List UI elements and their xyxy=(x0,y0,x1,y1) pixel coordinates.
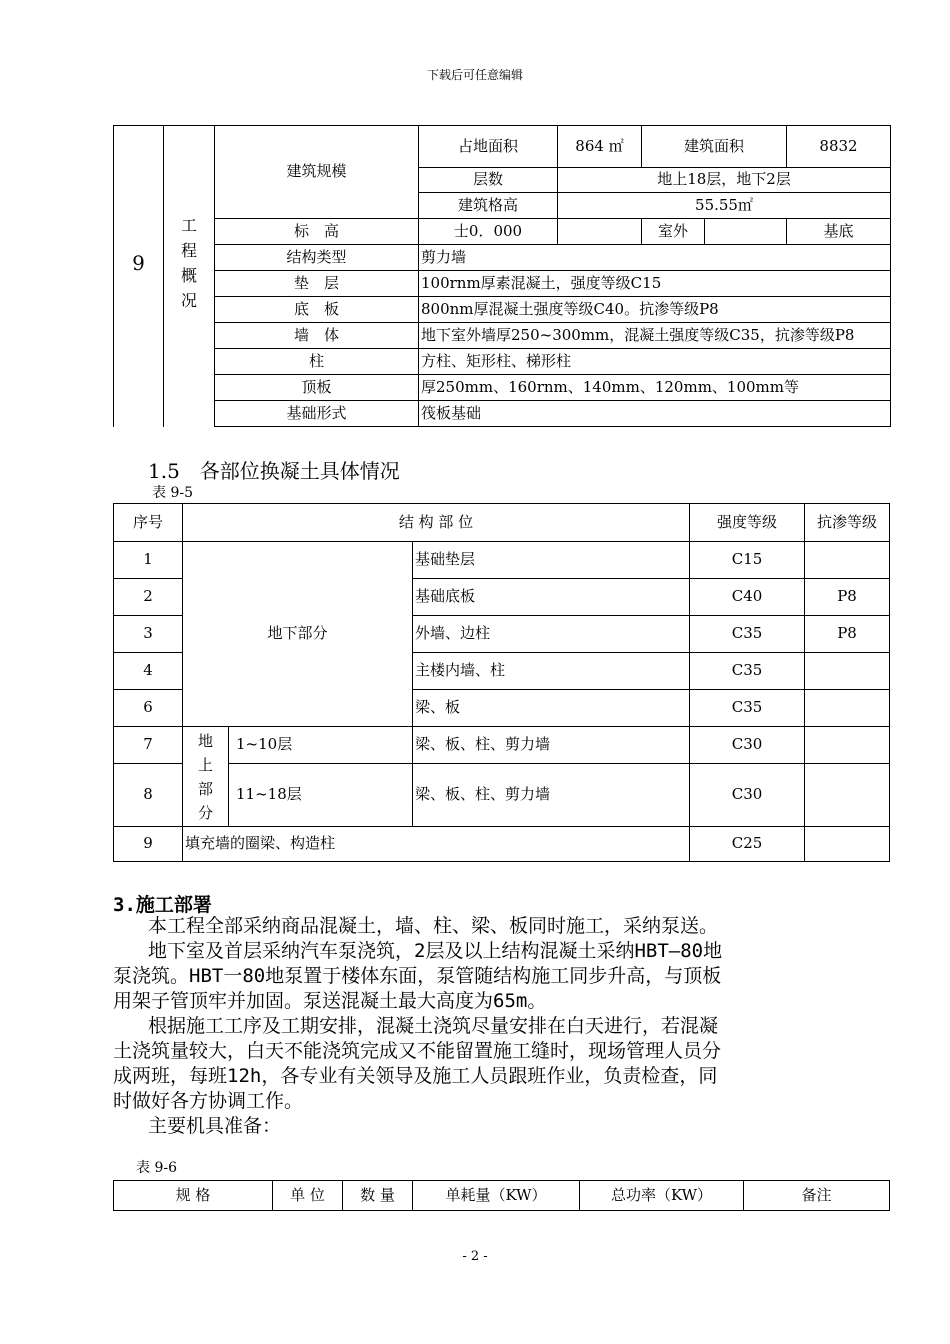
aboveground-label: 地 上 部 分 xyxy=(183,727,229,827)
row-part: 外墙、边柱 xyxy=(413,616,690,653)
overview-row-value: 筏板基础 xyxy=(419,401,891,427)
row-part: 基础垫层 xyxy=(413,542,690,579)
overview-row-label: 底 板 xyxy=(215,297,419,323)
paragraph-line: 时做好各方协调工作。 xyxy=(113,1090,304,1112)
row-floors: 11~18层 xyxy=(229,764,413,827)
overview-row-label: 顶板 xyxy=(215,375,419,401)
paragraph: 主要机具准备： xyxy=(148,1115,282,1137)
row-seep xyxy=(805,764,890,827)
row-seep xyxy=(805,542,890,579)
header-spec: 规 格 xyxy=(114,1181,273,1211)
elevation-value: 士0．000 xyxy=(419,219,558,245)
header-unit: 单 位 xyxy=(273,1181,343,1211)
row-grade: C40 xyxy=(690,579,805,616)
row-no: 4 xyxy=(114,653,183,690)
header-seep: 抗渗等级 xyxy=(805,504,890,542)
header-no: 序号 xyxy=(114,504,183,542)
row-part: 梁、板、柱、剪力墙 xyxy=(413,727,690,764)
row-grade: C30 xyxy=(690,764,805,827)
overview-row-value: 100rnm厚素混凝土，强度等级C15 xyxy=(419,271,891,297)
concrete-table xyxy=(113,503,890,862)
floors-value: 地上18层，地下2层 xyxy=(558,168,891,193)
paragraph-line: 成两班，每班12h，各专业有关领导及施工人员跟班作业，负责检查，同 xyxy=(113,1065,718,1087)
paragraph-line: 地下室及首层采纳汽车泵浇筑，2层及以上结构混凝土采纳HBT—80地 xyxy=(148,940,723,962)
page-number: - 2 - xyxy=(462,1249,488,1264)
row-grade: C25 xyxy=(690,827,805,862)
row-floors: 1~10层 xyxy=(229,727,413,764)
overview-row-value: 剪力墙 xyxy=(419,245,891,271)
paragraph-line: 用架子管顶牢并加固。泵送混凝土最大高度为65m。 xyxy=(113,990,547,1012)
overview-row-label: 墙 体 xyxy=(215,323,419,349)
row-no: 1 xyxy=(114,542,183,579)
height-label: 建筑格高 xyxy=(419,193,558,219)
row-no: 8 xyxy=(114,764,183,827)
paragraph-line: 根据施工工序及工期安排，混凝土浇筑尽量安排在白天进行，若混凝 xyxy=(148,1015,719,1037)
paragraph-line: 土浇筑量较大，白天不能浇筑完成又不能留置施工缝时，现场管理人员分 xyxy=(113,1040,722,1062)
row-grade: C30 xyxy=(690,727,805,764)
overview-row-label: 基础形式 xyxy=(215,401,419,427)
row-grade: C35 xyxy=(690,616,805,653)
row-no: 7 xyxy=(114,727,183,764)
row-no: 2 xyxy=(114,579,183,616)
overview-row-value: 800nm厚混凝土强度等级C40。抗渗等级P8 xyxy=(419,297,891,323)
row-no: 6 xyxy=(114,690,183,727)
area-label: 占地面积 xyxy=(419,126,558,168)
header-unit-power: 单耗量（KW） xyxy=(413,1181,580,1211)
section-1-5-heading: 1.5 各部位换凝土具体情况 xyxy=(148,459,400,483)
row-part: 填充墙的圈梁、构造柱 xyxy=(183,827,690,862)
underground-label: 地下部分 xyxy=(183,542,413,727)
overview-category: 工 程 概 况 xyxy=(164,126,215,401)
building-area-value: 8832 xyxy=(787,126,891,168)
base-label: 基底 xyxy=(787,219,891,245)
overview-row-label: 柱 xyxy=(215,349,419,375)
section-3-body xyxy=(113,914,843,1139)
floors-label: 层数 xyxy=(419,168,558,193)
table-9-5-caption: 表 9-5 xyxy=(152,485,193,501)
row-part: 基础底板 xyxy=(413,579,690,616)
overview-row-label: 垫 层 xyxy=(215,271,419,297)
outdoor-label: 室外 xyxy=(642,219,705,245)
elevation-blank xyxy=(558,219,642,245)
row-seep xyxy=(805,727,890,764)
row-seep xyxy=(805,827,890,862)
scale-label: 建筑规模 xyxy=(215,126,419,219)
row-part: 梁、板、柱、剪力墙 xyxy=(413,764,690,827)
row-seep xyxy=(805,690,890,727)
row-seep: P8 xyxy=(805,579,890,616)
overview-row-label: 结构类型 xyxy=(215,245,419,271)
row-no: 3 xyxy=(114,616,183,653)
row-seep xyxy=(805,653,890,690)
header-qty: 数 量 xyxy=(343,1181,413,1211)
overview-table xyxy=(113,125,891,427)
row-part: 主楼内墙、柱 xyxy=(413,653,690,690)
table-9-6-caption: 表 9-6 xyxy=(136,1160,177,1176)
header-total-power: 总功率（KW） xyxy=(580,1181,744,1211)
area-value: 864 ㎡ xyxy=(558,126,642,168)
paragraph: 本工程全部采纳商品混凝土，墙、柱、梁、板同时施工，采纳泵送。 xyxy=(148,915,719,937)
paragraph-line: 泵浇筑。HBT一80地泵置于楼体东面，泵管随结构施工同步升高，与顶板 xyxy=(113,965,722,987)
header-grade: 强度等级 xyxy=(690,504,805,542)
row-grade: C35 xyxy=(690,653,805,690)
row-part: 梁、板 xyxy=(413,690,690,727)
row-grade: C15 xyxy=(690,542,805,579)
overview-row-value: 地下室外墙厚250~300mm，混凝土强度等级C35，抗渗等级P8 xyxy=(419,323,891,349)
overview-row-value: 方柱、矩形柱、梯形柱 xyxy=(419,349,891,375)
height-value: 55.55㎡ xyxy=(558,193,891,219)
header-part: 结 构 部 位 xyxy=(183,504,690,542)
equipment-table xyxy=(113,1180,890,1211)
header-watermark: 下载后可任意编辑 xyxy=(426,68,523,82)
building-area-label: 建筑面积 xyxy=(642,126,787,168)
row-grade: C35 xyxy=(690,690,805,727)
outdoor-value xyxy=(705,219,787,245)
row-no: 9 xyxy=(114,827,183,862)
overview-row-value: 厚250mm、160rnm、140mm、120mm、100mm等 xyxy=(419,375,891,401)
elevation-label: 标 高 xyxy=(215,219,419,245)
section-3-heading: 3.施工部署 xyxy=(113,894,212,916)
row-seep: P8 xyxy=(805,616,890,653)
overview-row-number: 9 xyxy=(114,126,164,401)
header-remark: 备注 xyxy=(744,1181,890,1211)
